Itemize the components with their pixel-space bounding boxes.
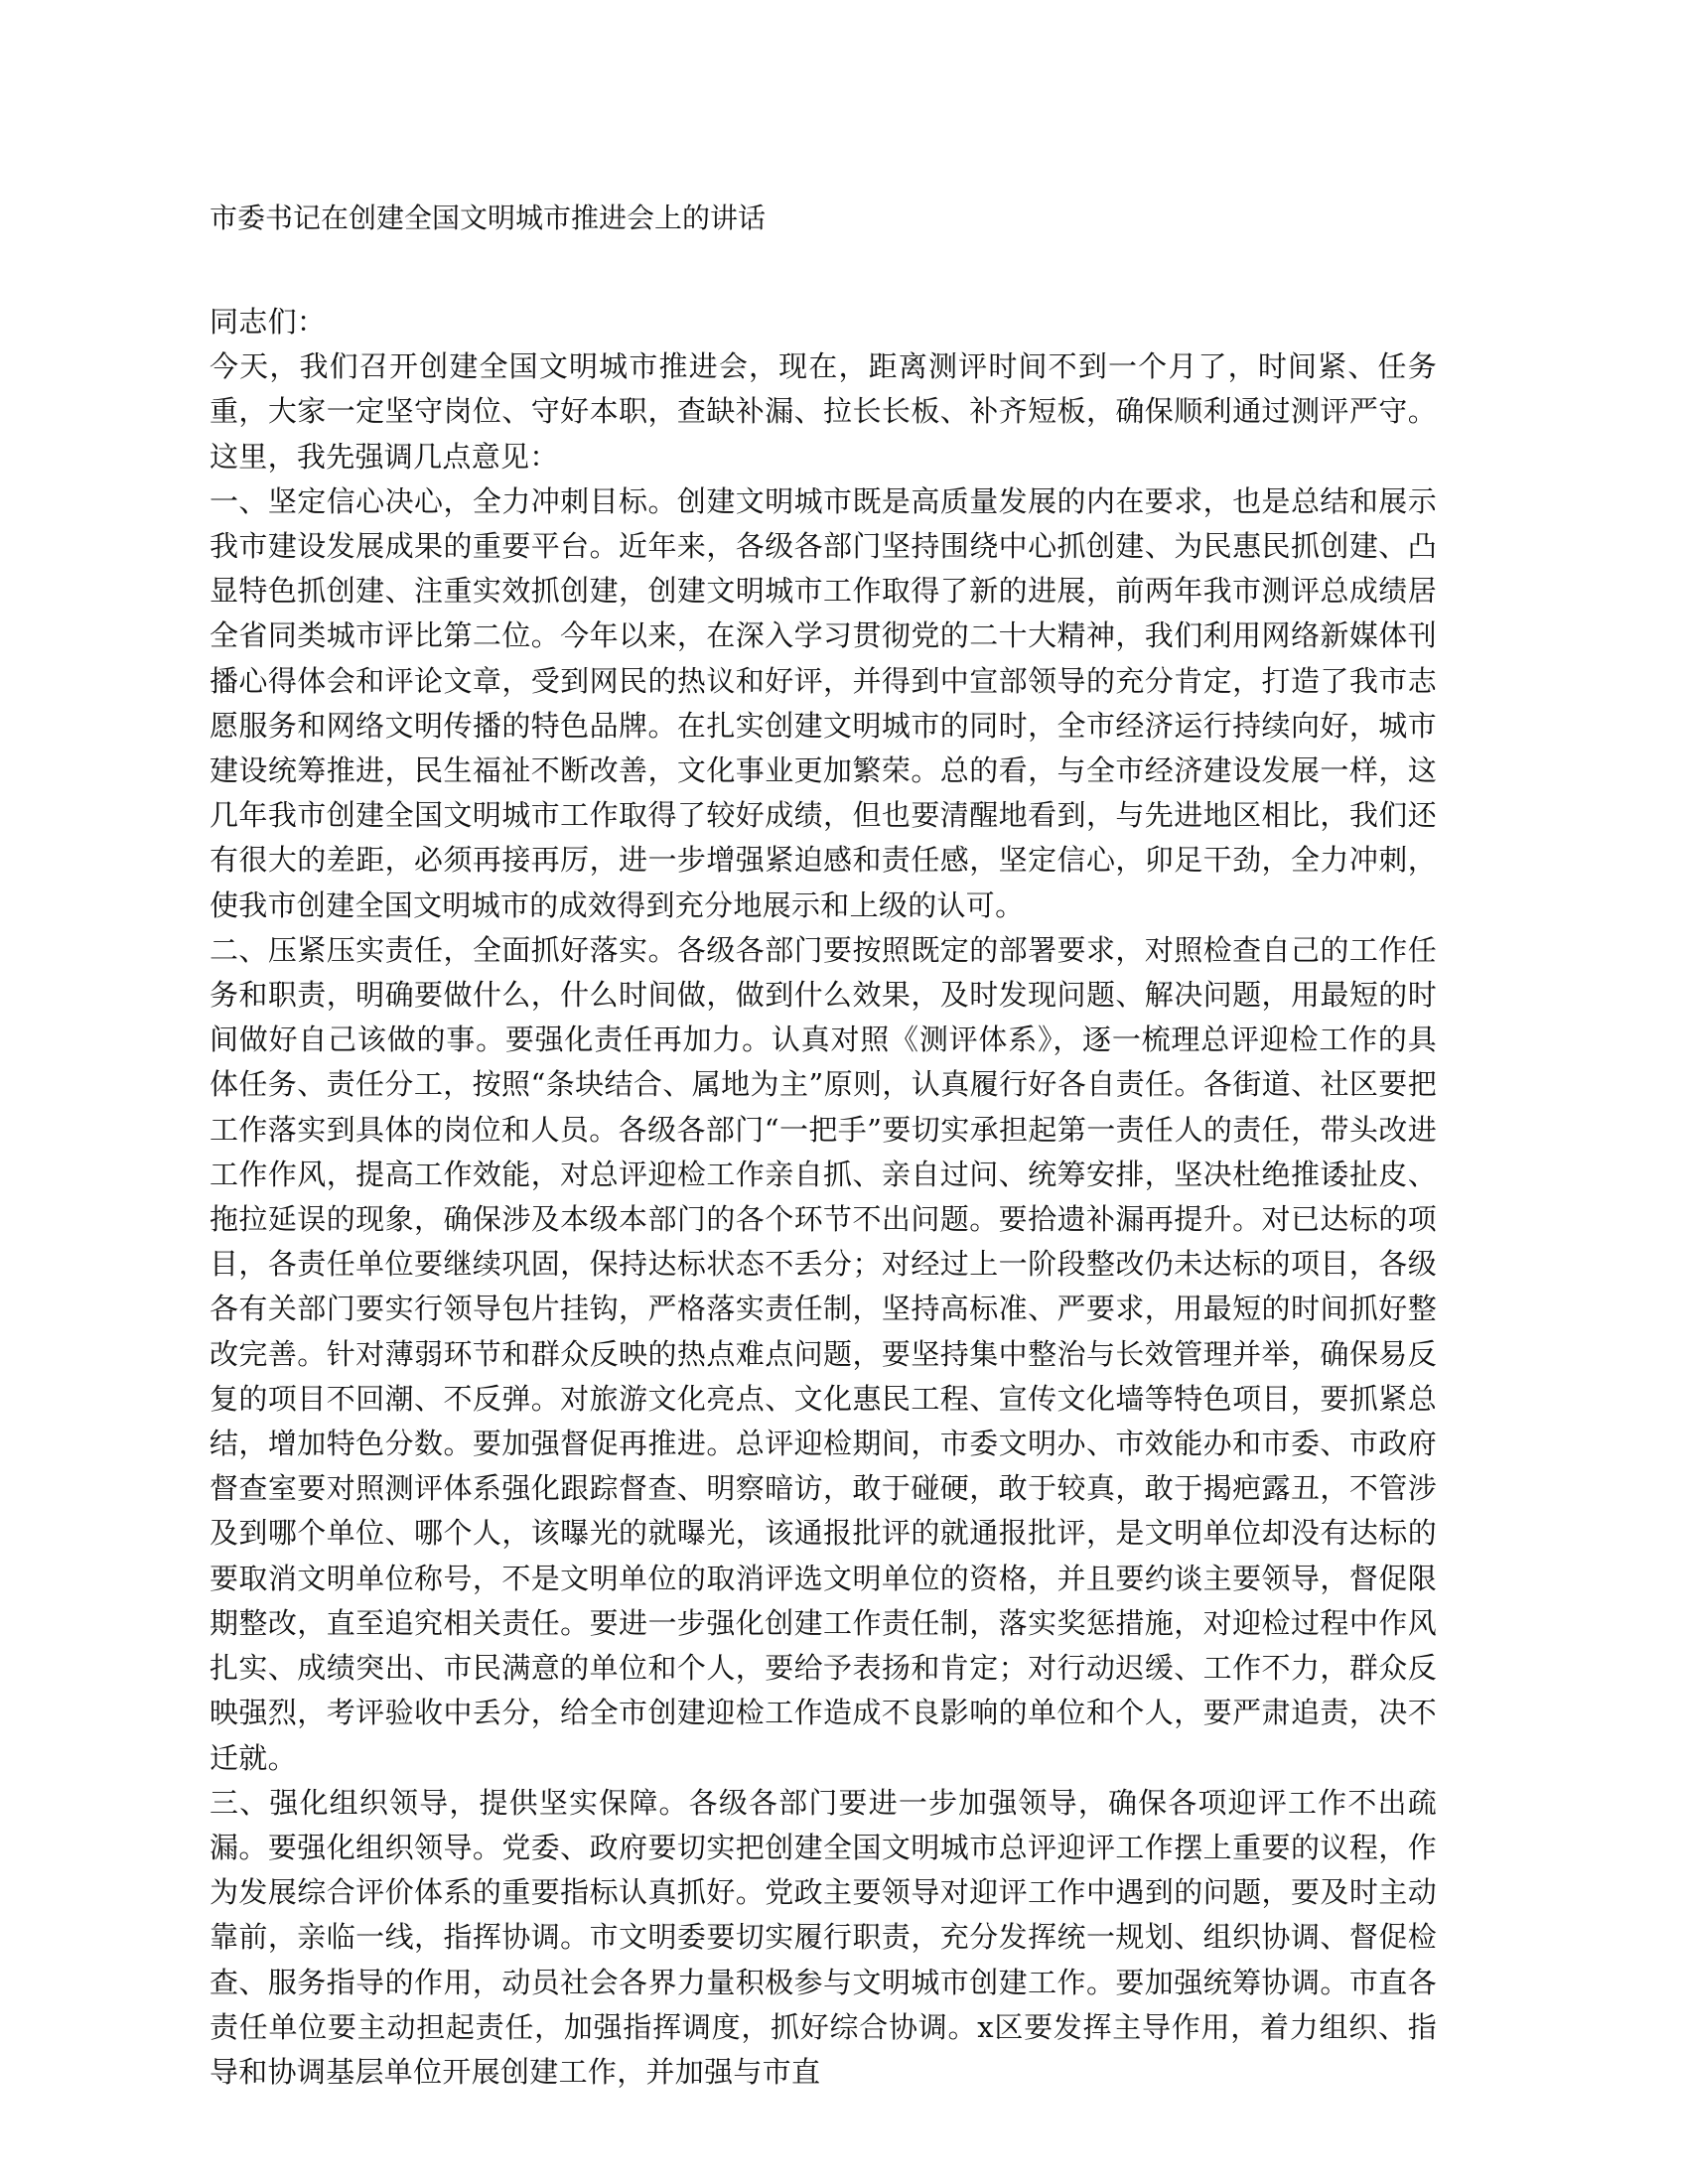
document-title: 市委书记在创建全国文明城市推进会上的讲话: [210, 202, 767, 234]
paragraph-section-one: 一、坚定信心决心，全力冲刺目标。创建文明城市既是高质量发展的内在要求，也是总结和展示我市建设发展成果的重要平台。近年来，各级各部门坚持围绕中心抓创建、为民惠民抓创建、凸显特色抓创建、注重实效抓创建，创建文明城市工作取得了新的进展，前两年我市测评总成绩居全省同类城市评比第二位。今年以来，在深入学习贯彻党的二十大精神，我们利用网络新媒体刊播心得体会和评论文章，受到网民的热议和好评，并得到中宣部领导的充分肯定，打造了我市志愿服务和网络文明传播的特色品牌。在扎实创建文明城市的同时，全市经济运行持续向好，城市建设统筹推进，民生福祉不断改善，文化事业更加繁荣。总的看，与全市经济建设发展一样，这几年我市创建全国文明城市工作取得了较好成绩，但也要清醒地看到，与先进地区相比，我们还有很大的差距，必须再接再厉，进一步增强紧迫感和责任感，坚定信心，卯足干劲，全力冲刺，使我市创建全国文明城市的成效得到充分地展示和上级的认可。: [210, 483, 1437, 922]
paragraph-opening: 今天，我们召开创建全国文明城市推进会，现在，距离测评时间不到一个月了，时间紧、任务重，大家一定坚守岗位、守好本职，查缺补漏、拉长长板、补齐短板，确保顺利通过测评严守。这里，我先强调几点意见：: [210, 349, 1437, 474]
salutation: 同志们：: [210, 305, 327, 339]
paragraph-section-two: 二、压紧压实责任，全面抓好落实。各级各部门要按照既定的部署要求，对照检查自己的工作任务和职责，明确要做什么，什么时间做，做到什么效果，及时发现问题、解决问题，用最短的时间做好自己该做的事。要强化责任再加力。认真对照《测评体系》，逐一梳理总评迎检工作的具体任务、责任分工，按照“条块结合、属地为主”原则，认真履行好各自责任。各街道、社区要把工作落实到具体的岗位和人员。各级各部门“一把手”要切实承担起第一责任人的责任，带头改进工作作风，提高工作效能，对总评迎检工作亲自抓、亲自过问、统筹安排，坚决杜绝推诿扯皮、拖拉延误的现象，确保涉及本级本部门的各个环节不出问题。要拾遗补漏再提升。对已达标的项目，各责任单位要继续巩固，保持达标状态不丢分；对经过上一阶段整改仍未达标的项目，各级各有关部门要实行领导包片挂钩，严格落实责任制，坚持高标准、严要求，用最短的时间抓好整改完善。针对薄弱环节和群众反映的热点难点问题，要坚持集中整治与长效管理并举，确保易反复的项目不回潮、不反弹。对旅游文化亮点、文化惠民工程、宣传文化墙等特色项目，要抓紧总结，增加特色分数。要加强督促再推进。总评迎检期间，市委文明办、市效能办和市委、市政府督查室要对照测评体系强化跟踪督查、明察暗访，敢于碰硬，敢于较真，敢于揭疤露丑，不管涉及到哪个单位、哪个人，该曝光的就曝光，该通报批评的就通报批评，是文明单位却没有达标的要取消文明单位称号，不是文明单位的取消评选文明单位的资格，并且要约谈主要领导，督促限期整改，直至追究相关责任。要进一步强化创建工作责任制，落实奖惩措施，对迎检过程中作风扎实、成绩突出、市民满意的单位和个人，要给予表扬和肯定；对行动迟缓、工作不力，群众反映强烈，考评验收中丢分，给全市创建迎检工作造成不良影响的单位和个人，要严肃追责，决不迁就。: [210, 932, 1437, 1775]
document-body: [210, 300, 1437, 2095]
paragraph-section-three: 三、强化组织领导，提供坚实保障。各级各部门要进一步加强领导，确保各项迎评工作不出疏漏。要强化组织领导。党委、政府要切实把创建全国文明城市总评迎评工作摆上重要的议程，作为发展综合评价体系的重要指标认真抓好。党政主要领导对迎评工作中遇到的问题，要及时主动靠前，亲临一线，指挥协调。市文明委要切实履行职责，充分发挥统一规划、组织协调、督促检查、服务指导的作用，动员社会各界力量积极参与文明城市创建工作。要加强统筹协调。市直各责任单位要主动担起责任，加强指挥调度，抓好综合协调。x区要发挥主导作用，着力组织、指导和协调基层单位开展创建工作，并加强与市直: [210, 1785, 1437, 2089]
